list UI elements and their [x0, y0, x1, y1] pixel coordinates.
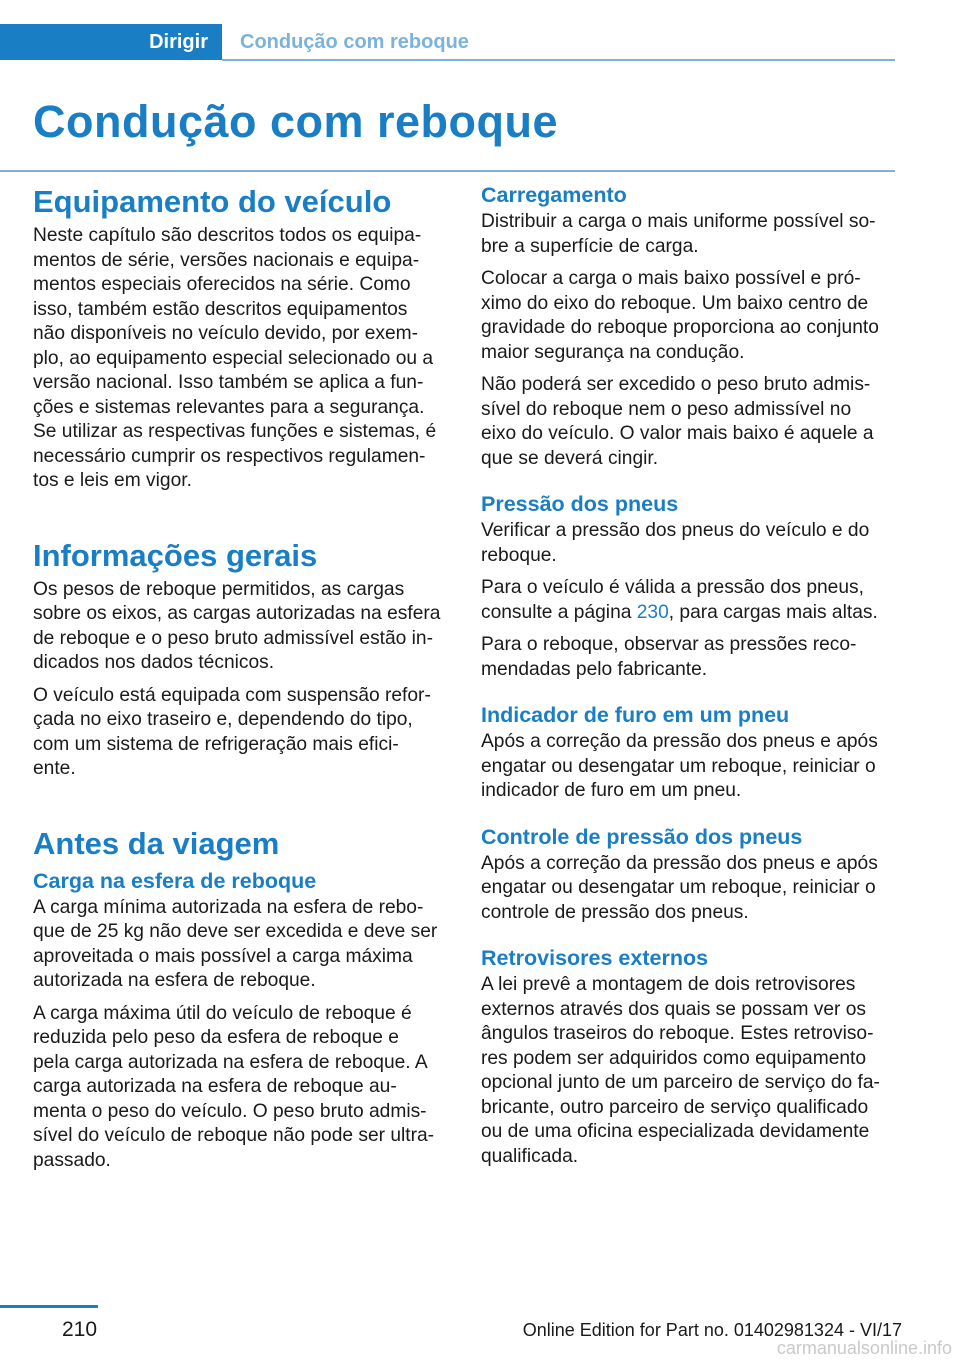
text-line: sível do reboque nem o peso admissível no	[481, 398, 852, 420]
text-line: Para o reboque, observar as pressões reco-	[481, 634, 857, 655]
heading-equipamento: Equipamento do veículo	[33, 184, 392, 219]
edition-note: Online Edition for Part no. 01402981324 - VI/17	[522, 1320, 902, 1340]
text-line: plo, ao equipamento especial selecionado ou a	[33, 347, 434, 369]
title-divider	[0, 170, 895, 172]
text-line: com um sistema de refrigeração mais efici-	[33, 733, 399, 755]
text-line: tos e leis em vigor.	[33, 470, 192, 491]
text-line: que de 25 kg não deve ser excedida e deve ser	[33, 921, 438, 942]
text-line: A carga máxima útil do veículo de reboque é	[33, 1002, 412, 1024]
text-line: que se deverá cingir.	[481, 447, 659, 469]
text-line: eixo do veículo. O valor mais baixo é aquele a	[481, 423, 874, 444]
text-line: ângulos traseiros do reboque. Estes retroviso-	[481, 1023, 874, 1044]
paragraph	[481, 730, 899, 804]
paragraph	[481, 852, 899, 926]
text-line: Para o veículo é válida a pressão dos pneus,	[481, 577, 864, 598]
text-line: ente.	[33, 758, 76, 779]
text-line: mentos especiais oferecidos na série. Como	[33, 274, 411, 295]
text-line: reboque.	[481, 544, 557, 566]
paragraph	[33, 224, 451, 494]
watermark: carmanualsonline.info	[776, 1338, 952, 1358]
subheading-controle-pressao: Controle de pressão dos pneus	[481, 824, 803, 849]
header-divider	[222, 59, 895, 61]
text-line: opcional junto de um parceiro de serviço do fa-	[481, 1072, 880, 1093]
text-line: bre a superfície de carga.	[481, 235, 699, 257]
text-line: aproveitada o mais possível a carga máxima	[33, 945, 413, 967]
text-line: ções e sistemas relevantes para a segurança.	[33, 396, 425, 418]
text-line: Após a correção da pressão dos pneus e após	[481, 852, 878, 874]
page-number: 210	[62, 1318, 98, 1341]
text-line: pela carga autorizada na esfera de reboque. A	[33, 1051, 428, 1073]
section-tab[interactable]	[0, 24, 222, 60]
text-line: mendadas pelo fabricante.	[481, 658, 708, 680]
text-fragment: consulte a página	[481, 601, 637, 623]
text-line: ximo do eixo do reboque. Um baixo centro de	[481, 292, 869, 314]
text-line: indicador de furo em um pneu.	[481, 780, 742, 801]
subheading-carregamento: Carregamento	[481, 183, 627, 207]
right-column	[481, 180, 899, 1169]
heading-antes-da-viagem: Antes da viagem	[33, 825, 280, 861]
paragraph	[481, 210, 899, 259]
paragraph	[481, 267, 899, 365]
left-column	[33, 180, 451, 1173]
text-line: carga autorizada na esfera de reboque au-	[33, 1076, 397, 1097]
text-line: res podem ser adquiridos como equipamento	[481, 1047, 867, 1069]
text-line: dicados nos dados técnicos.	[33, 652, 275, 673]
footer-divider	[0, 1305, 98, 1308]
subheading-indicador-furo: Indicador de furo em um pneu	[481, 703, 790, 727]
text-line: versão nacional. Isso também se aplica a fun-	[33, 372, 424, 393]
paragraph	[481, 633, 899, 682]
paragraph	[33, 1002, 451, 1174]
text-line: de reboque e o peso bruto admissível estão in-	[33, 627, 433, 649]
text-line: reduzida pelo peso da esfera de reboque e	[33, 1027, 399, 1048]
text-line: A carga mínima autorizada na esfera de rebo-	[33, 896, 424, 918]
text-line: autorizada na esfera de reboque.	[33, 970, 316, 991]
breadcrumb[interactable]: Condução com reboque	[240, 30, 469, 53]
text-line: Os pesos de reboque permitidos, as cargas	[33, 578, 405, 600]
text-line: maior segurança na condução.	[481, 341, 745, 363]
text-line: necessário cumprir os respectivos regulamen-	[33, 445, 426, 467]
text-line: não disponíveis no veículo devido, por exem-	[33, 323, 419, 344]
text-line: engatar ou desengatar um reboque, reiniciar o	[481, 877, 876, 898]
text-line: O veículo está equipada com suspensão refor-	[33, 684, 431, 706]
text-line: Após a correção da pressão dos pneus e após	[481, 731, 878, 752]
text-line: menta o peso do veículo. O peso bruto admis-	[33, 1100, 427, 1122]
text-line: sobre os eixos, as cargas autorizadas na esfera	[33, 603, 441, 624]
text-line: bricante, outro parceiro de serviço qualificado	[481, 1096, 869, 1118]
text-line: passado.	[33, 1149, 111, 1171]
subheading-pressao-pneus: Pressão dos pneus	[481, 492, 679, 516]
paragraph	[33, 684, 451, 782]
text-line: sível do veículo de reboque não pode ser ultra-	[33, 1125, 435, 1146]
heading-informacoes-gerais: Informações gerais	[33, 537, 318, 573]
section-tab-label: Dirigir	[149, 30, 208, 53]
subheading-carga-esfera: Carga na esfera de reboque	[33, 868, 317, 893]
text-line: externos através dos quais se possam ver os	[481, 998, 867, 1020]
subheading-retrovisores: Retrovisores externos	[481, 946, 709, 970]
text-line: Colocar a carga o mais baixo possível e pró-	[481, 268, 861, 289]
text-fragment: , para cargas mais altas.	[668, 601, 878, 623]
text-line: çada no eixo traseiro e, dependendo do tipo,	[33, 709, 413, 730]
text-line: Verificar a pressão dos pneus do veículo e do	[481, 520, 870, 541]
text-line: A lei prevê a montagem de dois retrovisores	[481, 974, 856, 995]
page-header	[0, 24, 895, 62]
text-line: Distribuir a carga o mais uniforme possível so-	[481, 211, 876, 232]
text-line: Neste capítulo são descritos todos os equipa-	[33, 225, 422, 246]
text-line: engatar ou desengatar um reboque, reiniciar o	[481, 755, 876, 777]
text-line: mentos de série, versões nacionais e equipa-	[33, 249, 420, 271]
text-line: isso, também estão descritos equipamentos	[33, 298, 408, 320]
paragraph	[481, 519, 899, 568]
text-line: controle de pressão dos pneus.	[481, 901, 749, 923]
text-line: Se utilizar as respectivas funções e sistemas, é	[33, 421, 437, 442]
paragraph	[33, 896, 451, 994]
text-line: Não poderá ser excedido o peso bruto admis-	[481, 374, 871, 395]
paragraph	[33, 578, 451, 676]
paragraph	[481, 576, 899, 625]
text-line: ou de uma oficina especializada devidamente	[481, 1121, 870, 1142]
page-reference-link[interactable]: 230	[636, 601, 669, 623]
page-title: Condução com reboque	[33, 96, 559, 147]
paragraph	[481, 373, 899, 471]
text-line: qualificada.	[481, 1145, 579, 1167]
text-line: gravidade do reboque proporciona ao conjunto	[481, 317, 879, 338]
paragraph	[481, 973, 899, 1169]
